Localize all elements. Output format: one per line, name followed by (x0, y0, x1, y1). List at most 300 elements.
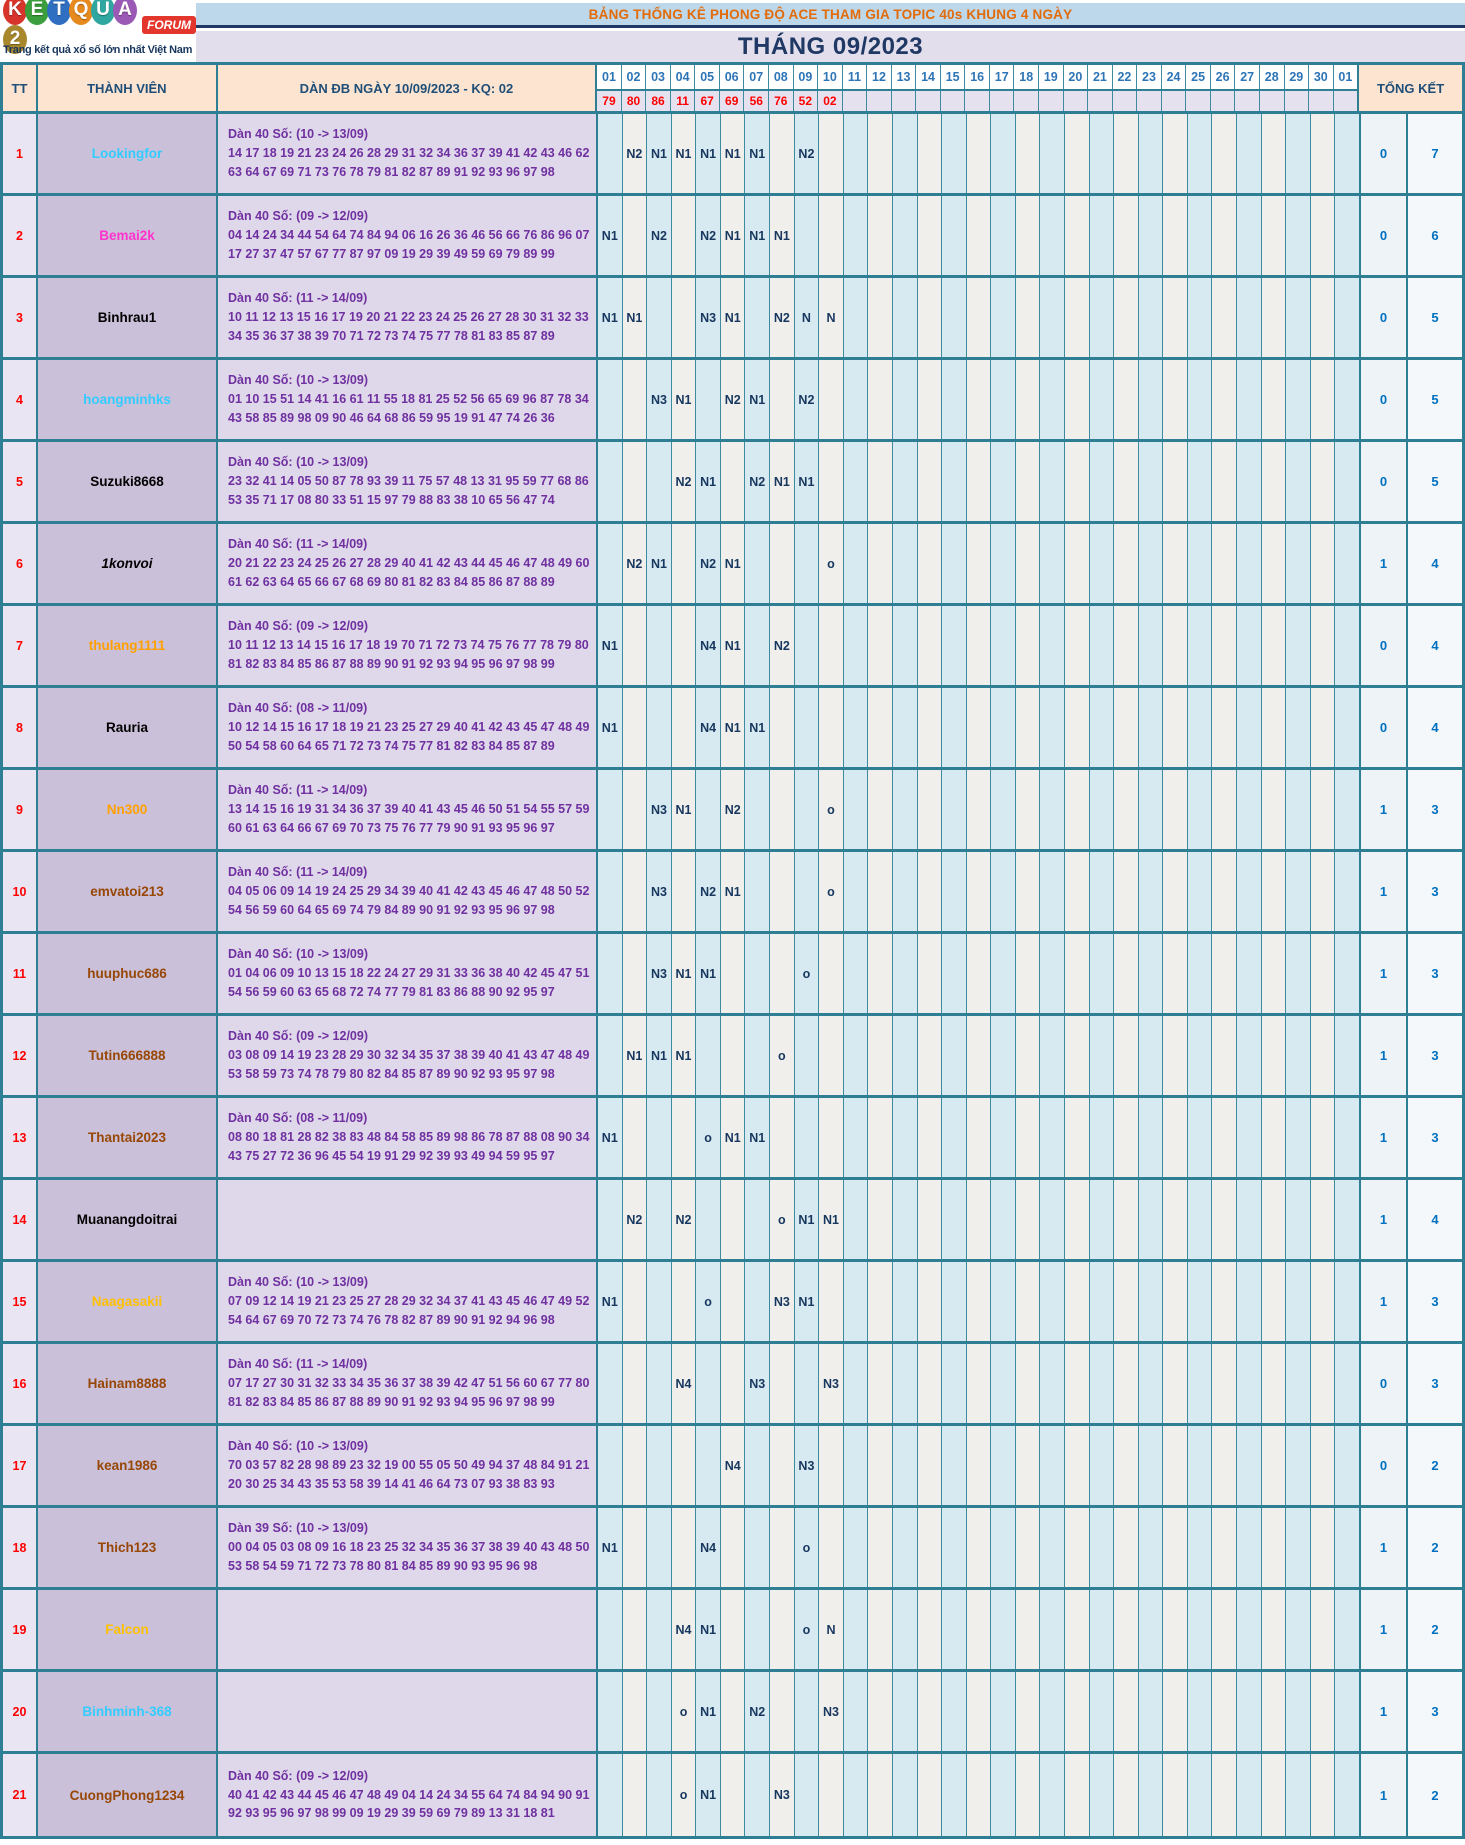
day-cell (1114, 770, 1139, 849)
day-cell (598, 114, 623, 193)
day-cells (598, 1262, 1361, 1341)
dan-numbers-line2: 34 35 36 37 38 39 70 71 72 73 74 75 77 78 81 83 85 87 89 (228, 328, 555, 343)
day-cell: o (770, 1180, 795, 1259)
day-cell: N1 (647, 1016, 672, 1095)
day-cell (598, 770, 623, 849)
day-cell (1065, 1672, 1090, 1751)
dan-title: Dàn 40 Số: (09 -> 12/09) (228, 1029, 368, 1044)
day-cell (819, 1016, 844, 1095)
day-cell (623, 196, 648, 275)
day-cell (1065, 852, 1090, 931)
day-cell (868, 1098, 893, 1177)
day-header-cell: 17 (990, 65, 1015, 89)
day-cell (1065, 1344, 1090, 1423)
day-cell (1139, 1262, 1164, 1341)
row-index: 5 (3, 442, 36, 521)
tk-total-cell: 5 (1408, 442, 1462, 521)
day-cell (942, 114, 967, 193)
day-cell (1040, 196, 1065, 275)
day-cells (598, 934, 1361, 1013)
dan-numbers-line2: 43 58 85 89 98 09 90 46 64 68 86 59 95 19 91 47 74 26 36 (228, 410, 555, 425)
day-cell: N3 (647, 360, 672, 439)
day-cell (819, 360, 844, 439)
day-cell (745, 1180, 770, 1259)
tt-header: TT (3, 65, 36, 111)
day-cell (647, 278, 672, 357)
dan-numbers-line2: 17 27 37 47 57 67 77 87 97 09 19 29 39 49 59 69 79 89 99 (228, 246, 555, 261)
day-cell: N2 (672, 442, 697, 521)
day-cell (1335, 1344, 1359, 1423)
day-cell (1090, 114, 1115, 193)
tk-total-cell: 4 (1408, 688, 1462, 767)
dan-title: Dàn 40 Số: (11 -> 14/09) (228, 1357, 368, 1372)
day-cell (696, 1180, 721, 1259)
kq-value-cell (990, 91, 1015, 111)
day-cell (647, 1754, 672, 1836)
day-cell (893, 360, 918, 439)
kq-value-cell (1088, 91, 1113, 111)
day-cells (598, 360, 1361, 439)
day-cell (1237, 1098, 1262, 1177)
day-cell (1163, 606, 1188, 685)
day-cell (1237, 114, 1262, 193)
day-cell (942, 1508, 967, 1587)
day-cell (1237, 1672, 1262, 1751)
day-cell (1016, 1508, 1041, 1587)
day-cell (1212, 114, 1237, 193)
day-cell (1090, 606, 1115, 685)
day-cell (1286, 852, 1311, 931)
day-cell (967, 934, 992, 1013)
day-cell (1040, 606, 1065, 685)
day-header-cell: 19 (1039, 65, 1064, 89)
day-cell (1262, 1262, 1287, 1341)
dan-cell (218, 606, 598, 685)
day-cell: N1 (795, 1262, 820, 1341)
day-cell (1114, 360, 1139, 439)
logo-letter: T (47, 0, 71, 25)
day-cell (1139, 1590, 1164, 1669)
day-cell (868, 852, 893, 931)
day-cells (598, 1672, 1361, 1751)
day-cell (1335, 360, 1359, 439)
tk-total-cell: 5 (1408, 360, 1462, 439)
tongket-header: TỔNG KẾT (1359, 65, 1462, 111)
day-cell (1311, 442, 1336, 521)
row-index: 18 (3, 1508, 36, 1587)
day-cell (1016, 688, 1041, 767)
row-index: 16 (3, 1344, 36, 1423)
day-cell (868, 1180, 893, 1259)
day-cell (1090, 1262, 1115, 1341)
dan-numbers-line1: 01 10 15 51 14 41 16 61 11 55 18 81 25 52 56 65 69 96 87 78 34 (228, 392, 589, 407)
dan-title: Dàn 40 Số: (08 -> 11/09) (228, 701, 368, 716)
day-cell (967, 1016, 992, 1095)
tk-win-cell: 1 (1361, 1672, 1408, 1751)
day-cells (598, 1016, 1361, 1095)
logo-letter: A (113, 0, 137, 25)
day-cell (1262, 196, 1287, 275)
day-cell (770, 524, 795, 603)
day-cell (918, 1016, 943, 1095)
day-cell (1163, 934, 1188, 1013)
day-cell (1262, 524, 1287, 603)
day-cell (1016, 606, 1041, 685)
day-cell (1262, 1016, 1287, 1095)
day-cell (1090, 442, 1115, 521)
day-cell: o (672, 1672, 697, 1751)
day-cell (1188, 688, 1213, 767)
day-cell (1090, 852, 1115, 931)
day-cell: N1 (696, 1590, 721, 1669)
day-cell (1016, 1016, 1041, 1095)
day-cell (1335, 1016, 1359, 1095)
day-cell (745, 1016, 770, 1095)
day-cell (1040, 1016, 1065, 1095)
day-cell (1114, 114, 1139, 193)
day-cell (868, 524, 893, 603)
dan-cell (218, 1262, 598, 1341)
tk-total-cell: 4 (1408, 606, 1462, 685)
day-cell (795, 524, 820, 603)
day-cell (598, 934, 623, 1013)
tk-total-cell: 5 (1408, 278, 1462, 357)
day-cells (598, 770, 1361, 849)
kq-value-cell: 56 (744, 91, 769, 111)
day-cell (1090, 1344, 1115, 1423)
day-cell (1212, 1262, 1237, 1341)
day-cell (1139, 688, 1164, 767)
day-cell (1065, 1016, 1090, 1095)
day-cell (868, 360, 893, 439)
stats-table (0, 62, 1465, 1839)
day-cell (1335, 1672, 1359, 1751)
day-cell (991, 442, 1016, 521)
day-cell (819, 1262, 844, 1341)
day-cell (844, 196, 869, 275)
day-cell (991, 1426, 1016, 1505)
day-cell (1114, 1016, 1139, 1095)
day-cell (1237, 1754, 1262, 1836)
day-cell (672, 1426, 697, 1505)
day-cell (1040, 1426, 1065, 1505)
day-cell (942, 688, 967, 767)
dan-cell (218, 524, 598, 603)
day-cell (1286, 442, 1311, 521)
dan-cell (218, 1180, 598, 1259)
day-cell (1212, 1426, 1237, 1505)
dan-numbers-line1: 07 17 27 30 31 32 33 34 35 36 37 38 39 42 47 51 56 60 67 77 80 (228, 1376, 590, 1391)
day-cell (1212, 1344, 1237, 1423)
day-cells (598, 1508, 1361, 1587)
tk-total-cell: 3 (1408, 770, 1462, 849)
day-cell (1163, 1344, 1188, 1423)
member-row (3, 770, 1462, 852)
day-cell (1016, 1262, 1041, 1341)
day-cell (1114, 1426, 1139, 1505)
day-cell (1335, 1508, 1359, 1587)
day-cell: N1 (623, 278, 648, 357)
day-cell (918, 278, 943, 357)
member-row (3, 1016, 1462, 1098)
day-cell: N1 (647, 524, 672, 603)
day-cell (991, 1180, 1016, 1259)
day-cell (598, 1426, 623, 1505)
day-cell (1262, 770, 1287, 849)
day-cell (1188, 1672, 1213, 1751)
day-cell (1237, 1344, 1262, 1423)
day-cells (598, 1180, 1361, 1259)
day-cell: N4 (696, 1508, 721, 1587)
day-cell: N1 (721, 196, 746, 275)
day-cell (918, 1508, 943, 1587)
day-cell (745, 524, 770, 603)
day-cell (1237, 606, 1262, 685)
day-cell (795, 1754, 820, 1836)
day-cell (868, 442, 893, 521)
kq-value-cell (1137, 91, 1162, 111)
day-cell (1040, 360, 1065, 439)
day-cell (819, 934, 844, 1013)
day-cell (1212, 1016, 1237, 1095)
dan-numbers-line1: 10 12 14 15 16 17 18 19 21 23 25 27 29 40 41 42 43 45 47 48 49 (228, 720, 590, 735)
day-cell: o (819, 524, 844, 603)
day-cell (1311, 606, 1336, 685)
day-cell (1016, 442, 1041, 521)
day-cell (721, 1508, 746, 1587)
day-cell (1114, 852, 1139, 931)
day-cell (1237, 1590, 1262, 1669)
day-cell (1311, 278, 1336, 357)
day-cell (745, 606, 770, 685)
day-cell (1114, 1180, 1139, 1259)
day-cells (598, 114, 1361, 193)
day-cell (1040, 1754, 1065, 1836)
dan-numbers-line2: 54 64 67 69 70 72 73 74 76 78 82 87 89 90 91 92 94 96 98 (228, 1312, 555, 1327)
dan-cell (218, 442, 598, 521)
member-name: Binhrau1 (36, 278, 218, 357)
day-cell (1188, 1180, 1213, 1259)
day-cell: N1 (721, 606, 746, 685)
day-cell (696, 1016, 721, 1095)
day-cell (795, 1344, 820, 1423)
member-name: Rauria (36, 688, 218, 767)
day-cell (967, 360, 992, 439)
day-cell (918, 442, 943, 521)
day-cell (745, 934, 770, 1013)
day-cell: o (795, 1508, 820, 1587)
day-cell (1139, 770, 1164, 849)
dan-cell (218, 1754, 598, 1836)
day-cell (967, 1344, 992, 1423)
day-cell (967, 1754, 992, 1836)
day-cells (598, 606, 1361, 685)
day-cell (696, 1344, 721, 1423)
day-cell (672, 1098, 697, 1177)
day-header-cell: 20 (1064, 65, 1089, 89)
day-cell (672, 524, 697, 603)
day-cell (770, 770, 795, 849)
day-cell (1311, 1098, 1336, 1177)
day-cell (1212, 360, 1237, 439)
day-cell: N1 (598, 1508, 623, 1587)
day-cell (819, 606, 844, 685)
day-cell (844, 1590, 869, 1669)
day-cell (1114, 1262, 1139, 1341)
day-cell: N2 (745, 442, 770, 521)
top-band (0, 0, 1465, 62)
day-cell (844, 442, 869, 521)
day-cell: N4 (672, 1590, 697, 1669)
day-cell: N1 (598, 606, 623, 685)
day-cell (1335, 278, 1359, 357)
day-cell (991, 852, 1016, 931)
logo-letter: Q (69, 0, 93, 25)
day-cell (967, 1098, 992, 1177)
day-cell (1016, 770, 1041, 849)
day-cell (1212, 1754, 1237, 1836)
day-cell: N1 (721, 278, 746, 357)
day-cell (1262, 1508, 1287, 1587)
member-name: thulang1111 (36, 606, 218, 685)
dan-title: Dàn 40 Số: (10 -> 13/09) (228, 455, 368, 470)
day-cell: N1 (672, 934, 697, 1013)
day-cell (844, 770, 869, 849)
day-cell (1286, 1426, 1311, 1505)
day-cell (1286, 606, 1311, 685)
day-cell (672, 688, 697, 767)
member-row (3, 278, 1462, 360)
day-cell (844, 114, 869, 193)
day-cell (1114, 1344, 1139, 1423)
day-cell (1065, 770, 1090, 849)
day-header-cell: 25 (1186, 65, 1211, 89)
day-cell: N1 (696, 1672, 721, 1751)
day-cell (1040, 688, 1065, 767)
day-cell (918, 770, 943, 849)
dan-numbers-line1: 08 80 18 81 28 82 38 83 48 84 58 85 89 98 86 78 87 88 08 90 34 (228, 1130, 590, 1145)
kq-values-row (597, 91, 1357, 111)
dan-title: Dàn 40 Số: (10 -> 13/09) (228, 1275, 368, 1290)
day-cell (745, 1590, 770, 1669)
day-cell (942, 442, 967, 521)
day-cell (770, 1590, 795, 1669)
tk-win-cell: 0 (1361, 606, 1408, 685)
day-header-cell: 09 (794, 65, 819, 89)
dan-numbers-line2: 61 62 63 64 65 66 67 68 69 80 81 82 83 84 85 86 87 88 89 (228, 574, 555, 589)
tk-win-cell: 1 (1361, 1098, 1408, 1177)
day-cell (844, 1672, 869, 1751)
day-cell: N1 (721, 524, 746, 603)
day-cell (893, 442, 918, 521)
row-index: 17 (3, 1426, 36, 1505)
day-cell (893, 1344, 918, 1423)
day-cell (819, 196, 844, 275)
day-cell (893, 278, 918, 357)
day-cell (893, 1508, 918, 1587)
day-cell (868, 606, 893, 685)
day-cell (672, 606, 697, 685)
dan-numbers-line2: 50 54 58 60 64 65 71 72 73 74 75 77 81 82 83 84 85 87 89 (228, 738, 555, 753)
day-cell (967, 688, 992, 767)
day-cell (1139, 524, 1164, 603)
day-cell (770, 934, 795, 1013)
day-cell (967, 770, 992, 849)
day-cell (623, 770, 648, 849)
day-cell (1040, 114, 1065, 193)
day-cell (1262, 852, 1287, 931)
member-name: Bemai2k (36, 196, 218, 275)
day-cell (1040, 278, 1065, 357)
dan-numbers-line1: 70 03 57 82 28 98 89 23 32 19 00 55 05 50 49 94 37 48 84 91 21 (228, 1458, 590, 1473)
day-cell (868, 934, 893, 1013)
day-cell (1040, 1262, 1065, 1341)
day-cell (623, 1098, 648, 1177)
tk-win-cell: 0 (1361, 360, 1408, 439)
dan-cell (218, 1426, 598, 1505)
day-cell (991, 196, 1016, 275)
day-cell (1335, 1180, 1359, 1259)
dan-numbers-line1: 00 04 05 03 08 09 16 18 23 25 32 34 35 36 37 38 39 40 43 48 50 (228, 1540, 590, 1555)
day-cell (1286, 360, 1311, 439)
dan-numbers-line2: 20 30 25 34 43 35 53 58 39 14 41 46 64 73 07 93 38 83 93 (228, 1476, 555, 1491)
day-cell: o (672, 1754, 697, 1836)
member-name: Tutin666888 (36, 1016, 218, 1095)
day-cell (1188, 770, 1213, 849)
member-row (3, 934, 1462, 1016)
day-cell: o (795, 1590, 820, 1669)
logo-letter: K (3, 0, 27, 25)
day-cell (745, 770, 770, 849)
day-cell (1065, 1426, 1090, 1505)
day-cell (1262, 1672, 1287, 1751)
tk-win-cell: 1 (1361, 770, 1408, 849)
day-cell: N1 (598, 1262, 623, 1341)
kq-value-cell (1285, 91, 1310, 111)
day-cell (967, 524, 992, 603)
day-cell (1311, 1508, 1336, 1587)
day-header-cell: 04 (671, 65, 696, 89)
tk-win-cell: 0 (1361, 1344, 1408, 1423)
dan-numbers-line1: 40 41 42 43 44 45 46 47 48 49 04 14 24 34 55 64 74 84 94 90 91 (228, 1787, 590, 1802)
day-cell (1262, 1754, 1287, 1836)
day-cell (1065, 1590, 1090, 1669)
day-cell (598, 442, 623, 521)
day-cell (1139, 1344, 1164, 1423)
dan-numbers-line2: 92 93 95 96 97 98 99 09 19 29 39 59 69 79 89 13 31 18 81 (228, 1806, 555, 1821)
day-cell (1016, 934, 1041, 1013)
dan-title: Dàn 40 Số: (09 -> 12/09) (228, 1768, 368, 1783)
tk-total-cell: 3 (1408, 934, 1462, 1013)
row-index: 4 (3, 360, 36, 439)
kq-value-cell (1064, 91, 1089, 111)
table-header (3, 65, 1462, 114)
day-cell: N2 (745, 1672, 770, 1751)
day-cell (795, 606, 820, 685)
dan-numbers-line1: 13 14 15 16 19 31 34 36 37 39 40 41 43 45 46 50 51 54 55 57 59 (228, 802, 590, 817)
day-cell (1262, 1426, 1287, 1505)
tk-total-cell: 3 (1408, 1098, 1462, 1177)
day-cell (918, 688, 943, 767)
day-header-cell: 14 (916, 65, 941, 89)
day-cell (918, 1344, 943, 1423)
dan-numbers-line1: 07 09 12 14 19 21 23 25 27 28 29 32 34 37 41 43 45 46 47 49 52 (228, 1294, 590, 1309)
day-cell (991, 114, 1016, 193)
day-cells (598, 1754, 1361, 1836)
row-index: 11 (3, 934, 36, 1013)
day-cell (1090, 360, 1115, 439)
row-index: 21 (3, 1754, 36, 1836)
